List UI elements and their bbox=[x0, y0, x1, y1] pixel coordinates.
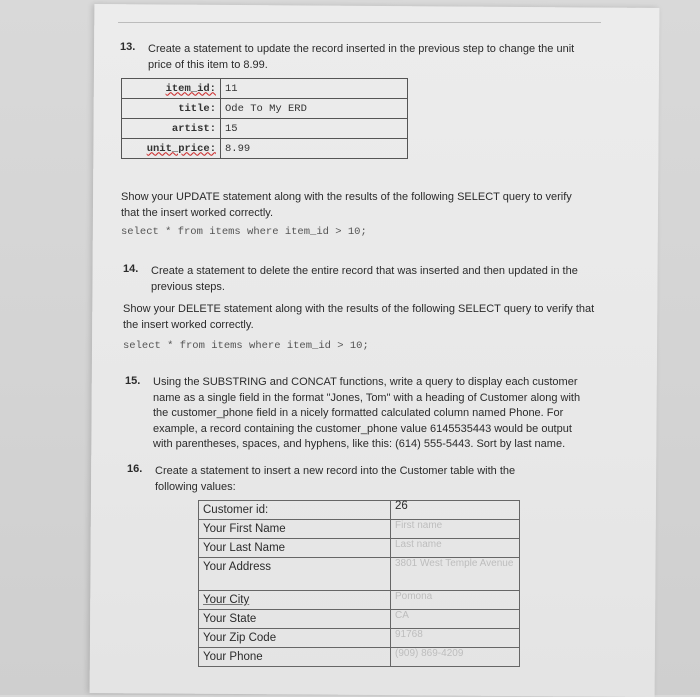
item-table bbox=[121, 78, 408, 159]
table-row: artist: 15 bbox=[122, 119, 408, 139]
question-text: Create a statement to insert a new record into the Customer table with the following values: bbox=[155, 465, 516, 493]
table-row: item_id: 11 bbox=[122, 79, 408, 99]
table-row: unit_price: 8.99 bbox=[122, 139, 408, 159]
question-number: 14. bbox=[123, 263, 139, 275]
sql-query: select * from items where item_id > 10; bbox=[121, 226, 367, 238]
table-row: Your State CA bbox=[199, 610, 520, 629]
question-number: 15. bbox=[125, 375, 141, 387]
question-number: 13. bbox=[120, 41, 136, 53]
question-text: Create a statement to update the record inserted in the previous step to change the unit price of this item to 8.99. bbox=[148, 43, 575, 71]
customer-table bbox=[198, 500, 520, 667]
divider bbox=[118, 22, 601, 23]
question-text: Create a statement to delete the entire record that was inserted and then updated in the previous steps. bbox=[151, 265, 578, 293]
sql-query: select * from items where item_id > 10; bbox=[123, 340, 369, 352]
table-row: Your Last Name Last name bbox=[199, 539, 520, 558]
question-number: 16. bbox=[127, 463, 143, 475]
instruction-text: Show your UPDATE statement along with the results of the following SELECT query to verify that the insert worked correctly. bbox=[121, 191, 572, 219]
table-row: Your Phone (909) 869-4209 bbox=[199, 648, 520, 667]
table-row: Your Address 3801 West Temple Avenue bbox=[199, 558, 520, 591]
table-row: Customer id: 26 bbox=[199, 501, 520, 520]
table-row: Your First Name First name bbox=[199, 520, 520, 539]
table-row: title: Ode To My ERD bbox=[122, 99, 408, 119]
table-row: Your Zip Code 91768 bbox=[199, 629, 520, 648]
question-text: Using the SUBSTRING and CONCAT functions, write a query to display each customer name as a single field in the format "Jones, Tom" with a heading of Customer along with the customer_phone field in a nicely formatted calculated column named Phone. For example, a record containing the customer_phone value 6145535443 would be output with parentheses, spaces, and hyphens, like this: (614) 555-5443. Sort by last name. bbox=[153, 376, 581, 450]
instruction-text: Show your DELETE statement along with the results of the following SELECT query to verify that the insert worked correctly. bbox=[123, 303, 595, 331]
table-row: Your City Pomona bbox=[199, 591, 520, 610]
